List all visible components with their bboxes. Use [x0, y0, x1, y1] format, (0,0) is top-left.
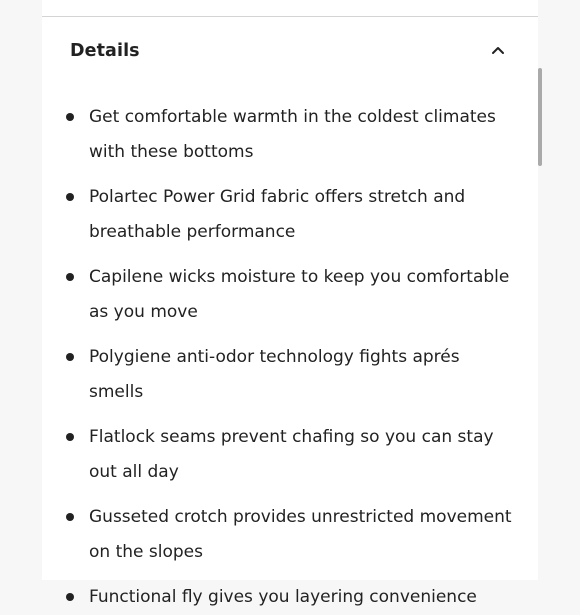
- list-item-text: Gusseted crotch provides unrestricted movement on the slopes: [89, 507, 512, 562]
- chevron-up-icon[interactable]: [490, 42, 506, 58]
- list-item: [42, 420, 538, 490]
- scrollbar-thumb[interactable]: [538, 68, 542, 166]
- section-divider: [42, 16, 538, 17]
- bullet-dot-icon: [66, 193, 74, 201]
- list-item: [42, 100, 538, 170]
- list-item-text: Capilene wicks moisture to keep you comfortable as you move: [89, 267, 510, 322]
- list-item-text: Polartec Power Grid fabric offers stretch and breathable performance: [89, 187, 466, 242]
- bullet-dot-icon: [66, 273, 74, 281]
- list-item: [42, 340, 538, 410]
- bullet-dot-icon: [66, 353, 74, 361]
- bullet-dot-icon: [66, 113, 74, 121]
- list-item: [42, 180, 538, 250]
- list-item: [42, 580, 538, 615]
- details-bullet-list: [42, 88, 538, 615]
- bullet-dot-icon: [66, 593, 74, 601]
- list-item-text: Polygiene anti-odor technology fights aprés smells: [89, 347, 460, 402]
- list-item: [42, 260, 538, 330]
- details-title: Details: [70, 41, 140, 61]
- details-content: [42, 88, 538, 607]
- list-item-text: Get comfortable warmth in the coldest climates with these bottoms: [89, 107, 496, 162]
- bullet-dot-icon: [66, 513, 74, 521]
- list-item: [42, 500, 538, 570]
- list-item-text: Flatlock seams prevent chafing so you can stay out all day: [89, 427, 494, 482]
- details-accordion-header[interactable]: [42, 28, 538, 76]
- list-item-text: Functional fly gives you layering convenience: [89, 587, 477, 607]
- details-panel: [42, 0, 538, 607]
- bullet-dot-icon: [66, 433, 74, 441]
